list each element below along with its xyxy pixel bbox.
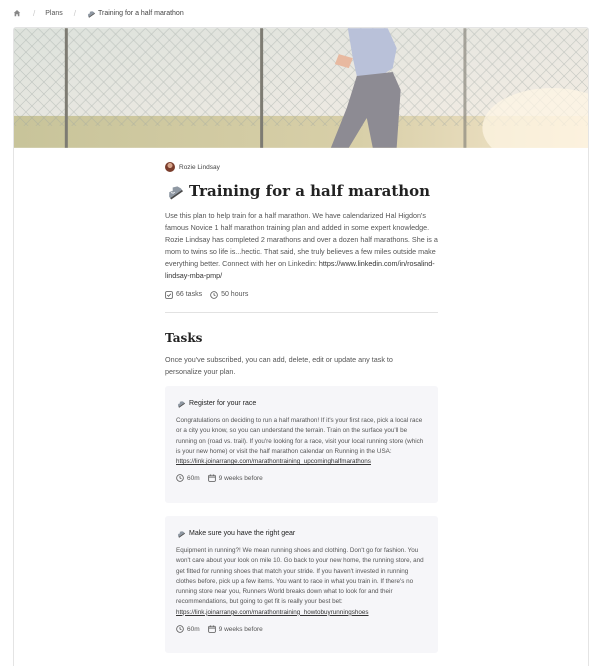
author[interactable] <box>165 161 439 173</box>
clock-icon <box>176 474 184 482</box>
breadcrumb-current-label: Training for a half marathon <box>97 9 184 17</box>
breadcrumb <box>0 0 602 26</box>
tasks-subtitle: Once you've subscribed, you can add, delete, edit or update any task to personalize your plan. <box>165 354 393 376</box>
running-shoe-icon <box>86 9 95 18</box>
checkbox-icon <box>165 291 173 299</box>
plan-description <box>165 210 441 283</box>
task-timing-text: 9 weeks before <box>218 625 263 633</box>
tasks-count <box>165 291 202 299</box>
task-card[interactable] <box>165 516 438 653</box>
running-shoe-icon <box>176 399 185 408</box>
task-link[interactable]: https://link.joinarrange.com/marathontraining_howtobuyrunningshoes <box>176 608 369 616</box>
task-title-text: Register for your race <box>189 399 257 407</box>
calendar-icon <box>208 625 216 633</box>
task-link[interactable]: https://link.joinarrange.com/marathontraining_upcominghalfmarathons <box>176 458 371 466</box>
tasks-count-text: 66 tasks <box>176 291 203 299</box>
task-title <box>176 528 427 538</box>
task-duration <box>176 625 200 633</box>
task-duration-text: 60m <box>187 625 200 633</box>
task-meta <box>176 624 427 634</box>
task-duration-text: 60m <box>187 474 200 482</box>
hours-count-text: 50 hours <box>221 291 249 299</box>
avatar <box>165 162 175 172</box>
clock-icon <box>176 625 184 633</box>
task-title <box>176 398 427 408</box>
home-icon[interactable] <box>12 8 22 18</box>
task-body-text: Congratulations on deciding to run a half marathon! If it's your first race, pick a local race or a city you know, so you can understand the terrain. Train on the surface you'll be running on (road vs. trail). If you're looking for a race, visit your local running store (which is your new home) or visit the half marathon calendar on Running in the USA: <box>176 417 424 455</box>
task-card[interactable] <box>165 386 438 503</box>
breadcrumb-separator: / <box>33 8 36 18</box>
tasks-heading: Tasks <box>165 330 203 345</box>
breadcrumb-separator: / <box>73 8 76 18</box>
author-name: Rozie Lindsay <box>179 163 220 171</box>
plan-title-text: Training for a half marathon <box>189 182 431 200</box>
divider <box>165 312 438 313</box>
clock-icon <box>210 291 218 299</box>
calendar-icon <box>208 474 216 482</box>
task-duration <box>176 474 200 482</box>
task-timing-text: 9 weeks before <box>218 474 263 482</box>
plan-title <box>165 181 439 201</box>
task-meta <box>176 473 427 483</box>
hero-image <box>14 28 588 148</box>
task-body-text: Equipment in running?! We mean running shoes and clothing. Don't go for fashion. You won't care about your look on mile 10. Go back to your new home, the running store, and get fitted for running shoes that match your stride. If you haven't invested in running clothes before, pick up a few items. You want to race in what you train in. If there's no running store near you, Runners World breaks down what to look for and their recommendations, but going to get fit is really your best bet: <box>176 547 424 606</box>
plan-description-text: Use this plan to help train for a half marathon. We have calendarized Hal Higdon's famous Novice 1 half marathon training plan and added in some expert knowledge. Rozie Lindsay has completed 2 marathons and over a dozen half marathons. She is a mom to twins so life is...hectic. That said, she truly believes a few miles outside make everything better. Connect with her on Linkedin: <box>165 211 438 269</box>
hours-count <box>210 291 248 299</box>
running-shoe-icon <box>176 529 185 538</box>
linkedin-link[interactable]: https://www.linkedin.com/in/rosalind-lindsay-mba-pmp/ <box>165 259 435 281</box>
plan-details <box>165 161 439 378</box>
running-shoe-icon <box>165 182 183 200</box>
task-title-text: Make sure you have the right gear <box>189 529 296 537</box>
task-body <box>176 546 427 618</box>
task-timing <box>208 625 263 633</box>
task-timing <box>208 474 263 482</box>
breadcrumb-current <box>86 9 184 18</box>
task-body <box>176 416 427 467</box>
breadcrumb-plans-link[interactable]: Plans <box>45 9 63 17</box>
plan-meta <box>165 289 439 301</box>
